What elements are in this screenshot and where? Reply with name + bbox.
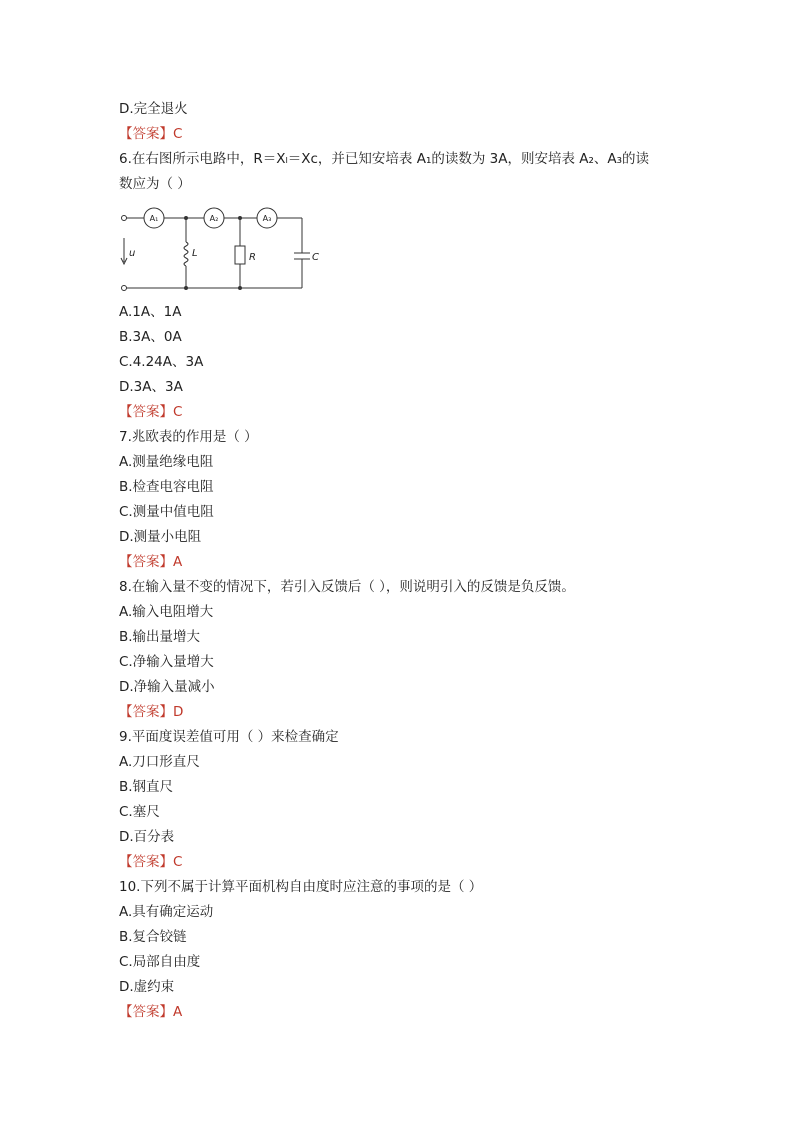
option-text: A.具有确定运动 (119, 904, 214, 920)
voltage-label: u (129, 248, 136, 259)
option-text: D.测量小电阻 (119, 529, 202, 545)
option-text: B.复合铰链 (119, 929, 187, 945)
option-text: D.3A、3A (119, 379, 183, 395)
option-text: D.百分表 (119, 829, 175, 845)
option-text: A.测量绝缘电阻 (119, 454, 214, 470)
option-text: C.4.24A、3A (119, 354, 204, 370)
option-text: C.净输入量增大 (119, 654, 214, 670)
option-text: D.净输入量减小 (119, 679, 215, 695)
capacitor-label: C (312, 252, 319, 263)
answer-text: 【答案】C (119, 404, 183, 420)
question-6-line-1: 6.在右图所示电路中，R＝Xₗ＝Xᴄ，并已知安培表 A₁的读数为 3A，则安培表 A₂、A₃的读 (119, 151, 650, 167)
option-text: C.塞尺 (119, 804, 160, 820)
answer-text: 【答案】A (119, 1004, 183, 1020)
circuit-diagram (112, 198, 322, 294)
question-8: 8.在输入量不变的情况下，若引入反馈后（ ），则说明引入的反馈是负反馈。 (119, 579, 575, 595)
option-text: A.刀口形直尺 (119, 754, 200, 770)
ammeter-a1-label: A₁ (149, 214, 159, 223)
option-text: D.虚约束 (119, 979, 175, 995)
ammeter-a2-label: A₂ (209, 214, 219, 223)
option-text: A.输入电阻增大 (119, 604, 214, 620)
question-9: 9.平面度误差值可用（ ）来检查确定 (119, 729, 339, 745)
option-text: D.完全退火 (119, 101, 188, 117)
answer-text: 【答案】D (119, 704, 184, 720)
option-text: B.3A、0A (119, 329, 182, 345)
answer-text: 【答案】A (119, 554, 183, 570)
option-text: C.局部自由度 (119, 954, 201, 970)
option-text: B.检查电容电阻 (119, 479, 214, 495)
question-6-line-2: 数应为（ ） (119, 176, 191, 192)
resistor-label: R (249, 252, 256, 263)
question-10: 10.下列不属于计算平面机构自由度时应注意的事项的是（ ） (119, 879, 483, 895)
answer-text: 【答案】C (119, 854, 183, 870)
option-text: B.输出量增大 (119, 629, 201, 645)
option-text: B.钢直尺 (119, 779, 174, 795)
question-7: 7.兆欧表的作用是（ ） (119, 429, 258, 445)
option-text: C.测量中值电阻 (119, 504, 214, 520)
ammeter-a3-label: A₃ (262, 214, 272, 223)
option-text: A.1A、1A (119, 304, 182, 320)
answer-text: 【答案】C (119, 126, 183, 142)
inductor-label: L (192, 248, 198, 259)
